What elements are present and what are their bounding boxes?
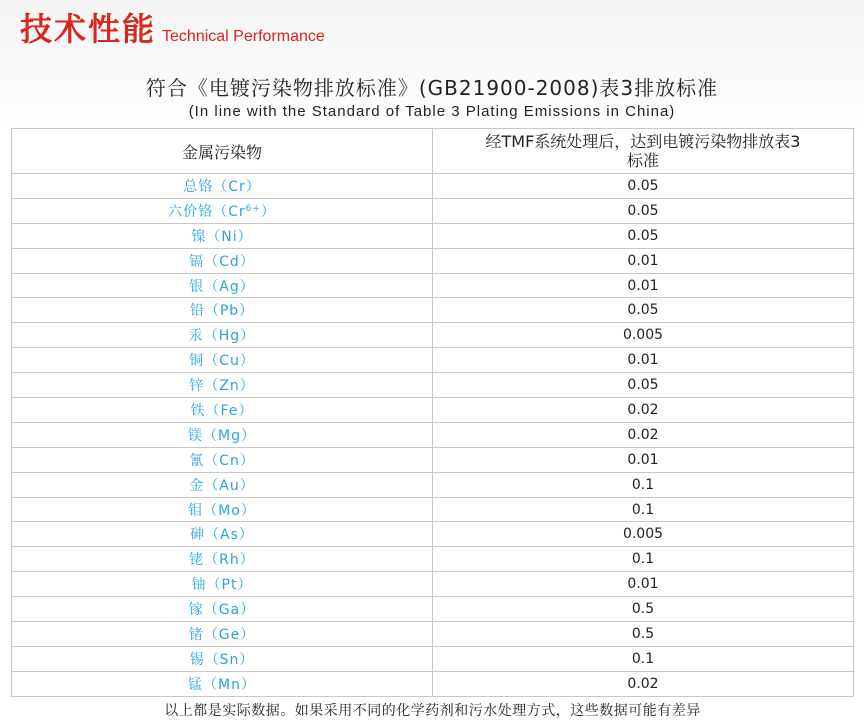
metal-name: 锡（Sn） <box>189 651 255 668</box>
metal-name: 六价铬（Cr <box>168 203 246 220</box>
metal-name-cell <box>12 373 433 398</box>
limit-value-cell: 0.5 <box>433 622 854 647</box>
limit-value-cell: 0.02 <box>433 422 854 447</box>
table-row <box>12 174 854 199</box>
metal-name: 金（Au） <box>189 477 255 494</box>
metal-name: 锗（Ge） <box>188 626 256 643</box>
header-treated-value-text: 经TMF系统处理后，达到电镀污染物排放表3标准 <box>485 132 801 170</box>
limit-value-cell: 0.01 <box>433 447 854 472</box>
table-row <box>12 497 854 522</box>
heading-english: Technical Performance <box>162 28 325 45</box>
standard-title: 符合《电镀污染物排放标准》(GB21900-2008)表3排放标准 <box>145 76 719 100</box>
metal-name-cell <box>12 323 433 348</box>
metal-name-cell <box>12 447 433 472</box>
standard-subtitle: (In line with the Standard of Table 3 Plating Emissions in China) <box>188 103 676 120</box>
metal-name: 氰（Cn） <box>189 452 255 469</box>
limit-value-cell: 0.05 <box>433 223 854 248</box>
metal-name-cell <box>12 348 433 373</box>
metal-name-cell <box>12 398 433 423</box>
table-row <box>12 223 854 248</box>
table-row <box>12 547 854 572</box>
header-metal-pollutant: 金属污染物 <box>12 129 433 174</box>
metal-name: 锰（Mn） <box>188 676 256 693</box>
table-row <box>12 572 854 597</box>
metal-name-cell <box>12 198 433 223</box>
metal-name: 镍（Ni） <box>191 228 253 245</box>
limit-value-cell: 0.05 <box>433 373 854 398</box>
limit-value-cell: 0.005 <box>433 522 854 547</box>
table-row <box>12 323 854 348</box>
limit-value-cell: 0.05 <box>433 174 854 199</box>
table-row <box>12 646 854 671</box>
metal-name-cell <box>12 622 433 647</box>
metal-name-cell <box>12 298 433 323</box>
limit-value-cell: 0.1 <box>433 547 854 572</box>
table-row <box>12 248 854 273</box>
metal-name-cell <box>12 472 433 497</box>
limit-value-cell: 0.01 <box>433 572 854 597</box>
metal-name-cell <box>12 497 433 522</box>
metal-name: 汞（Hg） <box>188 328 256 345</box>
table-row <box>12 348 854 373</box>
header-treated-value <box>433 129 854 174</box>
metal-name-cell <box>12 273 433 298</box>
limit-value-cell: 0.01 <box>433 348 854 373</box>
table-row <box>12 273 854 298</box>
limit-value-cell: 0.01 <box>433 273 854 298</box>
metal-name-cell <box>12 522 433 547</box>
section-heading <box>20 10 325 48</box>
limit-value-cell: 0.02 <box>433 671 854 696</box>
limit-value-cell: 0.05 <box>433 198 854 223</box>
metal-name: 镉（Cd） <box>189 253 255 270</box>
metal-name-cell <box>12 646 433 671</box>
emission-table <box>11 128 854 723</box>
limit-value-cell: 0.1 <box>433 497 854 522</box>
metal-name: 镁（Mg） <box>188 427 256 444</box>
metal-name: 铁（Fe） <box>190 402 254 419</box>
table-row <box>12 622 854 647</box>
limit-value-cell: 0.05 <box>433 298 854 323</box>
metal-name: 砷（As） <box>190 527 254 544</box>
metal-name-cell <box>12 572 433 597</box>
limit-value-cell: 0.02 <box>433 398 854 423</box>
table-row <box>12 597 854 622</box>
metal-name-cell <box>12 547 433 572</box>
table-row <box>12 198 854 223</box>
table-row <box>12 373 854 398</box>
metal-name: 银（Ag） <box>189 278 255 295</box>
metal-name: 锌（Zn） <box>189 378 255 395</box>
metal-name-cell <box>12 422 433 447</box>
table-row <box>12 671 854 696</box>
metal-suffix: ） <box>260 203 276 220</box>
metal-name-cell <box>12 223 433 248</box>
metal-name: 钼（Mo） <box>188 502 256 519</box>
metal-name-cell <box>12 248 433 273</box>
limit-value-cell: 0.005 <box>433 323 854 348</box>
table-header-row <box>12 129 854 174</box>
heading-chinese: 技术性能 <box>20 10 157 48</box>
metal-superscript: 6+ <box>245 203 261 214</box>
metal-name-cell <box>12 174 433 199</box>
table-row <box>12 398 854 423</box>
limit-value-cell: 0.1 <box>433 472 854 497</box>
metal-name: 铀（Pt） <box>191 577 253 594</box>
table-footnote: 以上都是实际数据。如果采用不同的化学药剂和污水处理方式，这些数据可能有差异 <box>164 702 701 719</box>
metal-name-cell <box>12 597 433 622</box>
metal-name: 镓（Ga） <box>188 602 256 619</box>
table-row <box>12 522 854 547</box>
metal-name-cell <box>12 671 433 696</box>
table-row <box>12 472 854 497</box>
limit-value-cell: 0.1 <box>433 646 854 671</box>
metal-name: 总铬（Cr） <box>183 178 261 195</box>
table-footer-row <box>12 696 854 723</box>
table-row <box>12 447 854 472</box>
table-row <box>12 422 854 447</box>
metal-name: 铅（Pb） <box>189 303 255 320</box>
limit-value-cell: 0.5 <box>433 597 854 622</box>
metal-name: 铜（Cu） <box>189 353 255 370</box>
limit-value-cell: 0.01 <box>433 248 854 273</box>
table-row <box>12 298 854 323</box>
metal-name: 铑（Rh） <box>189 552 255 569</box>
